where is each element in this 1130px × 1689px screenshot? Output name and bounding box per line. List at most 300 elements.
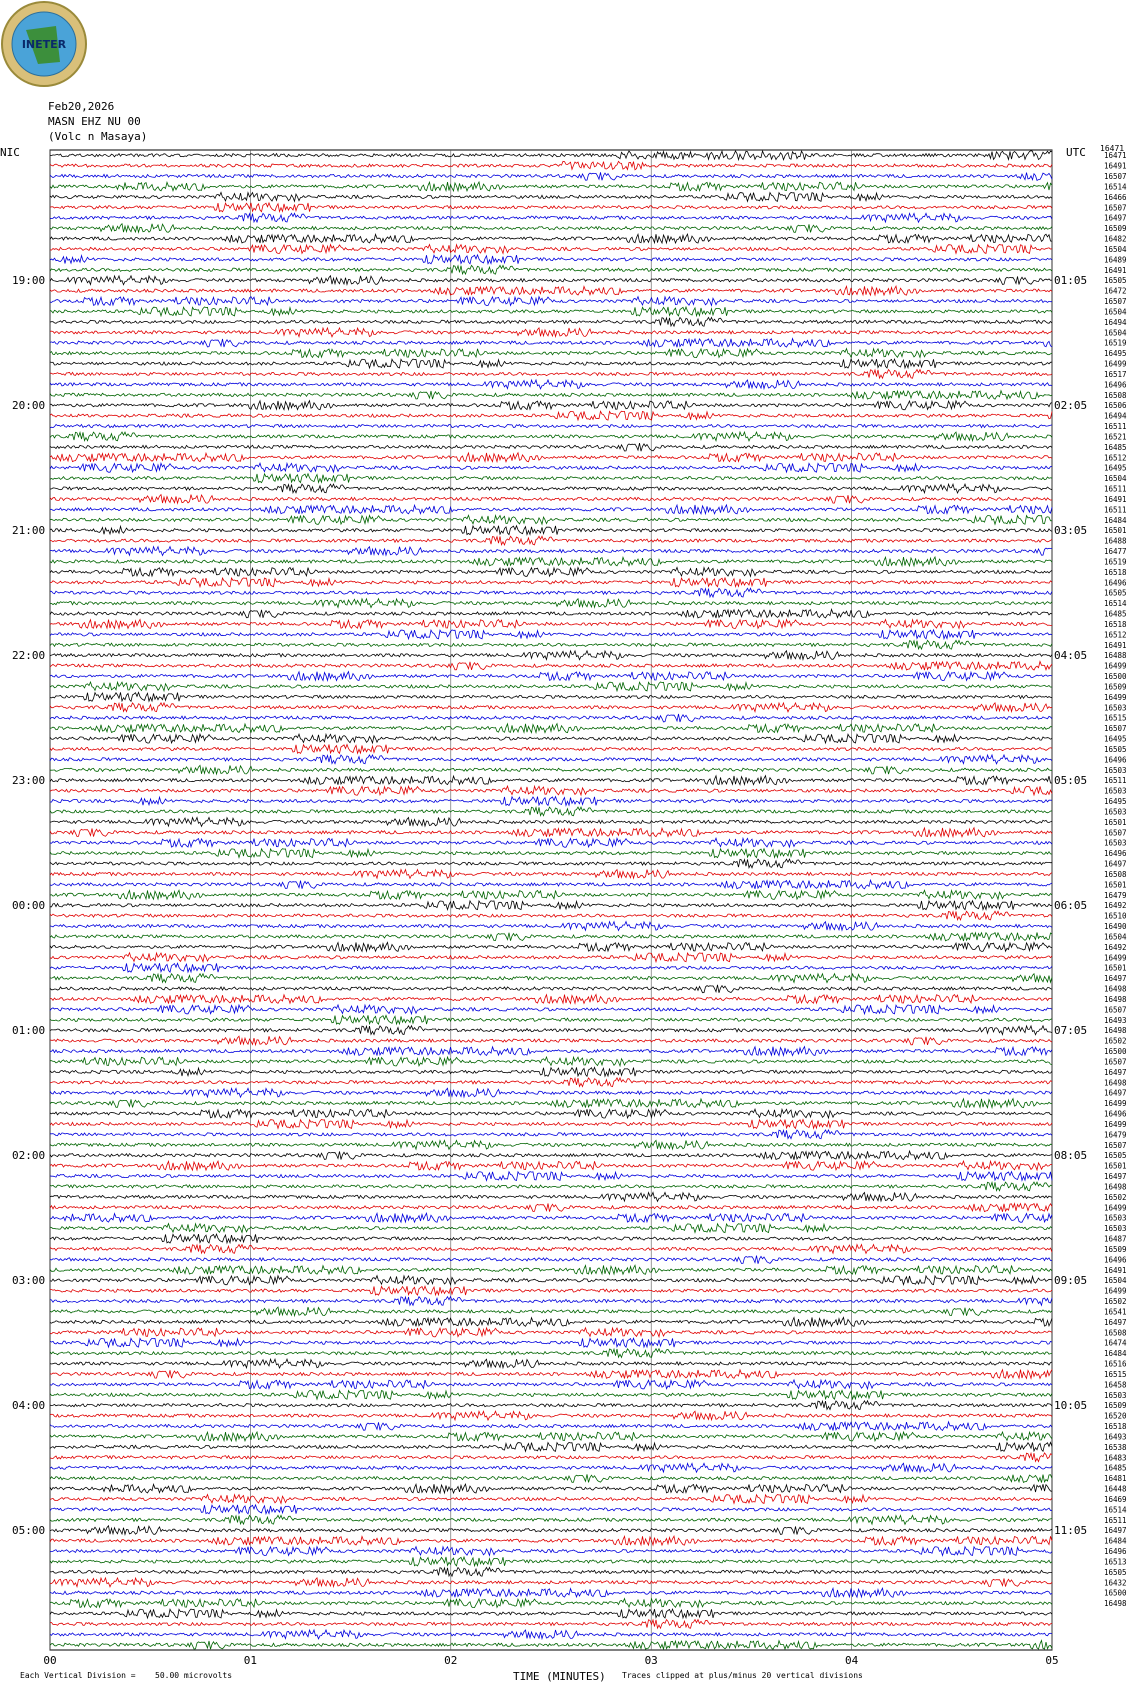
seismic-trace xyxy=(50,1120,1052,1129)
seismic-trace xyxy=(50,682,1052,691)
trace-count-label: 16499 xyxy=(1104,1119,1127,1129)
trace-count-label: 16477 xyxy=(1104,547,1127,557)
trace-count-label: 16511 xyxy=(1104,422,1127,432)
left-hour-label: 03:00 xyxy=(12,1274,46,1288)
clip-note: Traces clipped at plus/minus 20 vertical divisions xyxy=(622,1671,863,1680)
seismic-trace xyxy=(50,1297,1052,1306)
seismic-trace xyxy=(50,838,1052,847)
trace-count-label: 16498 xyxy=(1104,984,1127,994)
trace-count-label: 16512 xyxy=(1104,453,1127,463)
logo-text: INETER xyxy=(21,38,67,51)
seismic-trace xyxy=(50,370,1052,379)
trace-count-label: 16498 xyxy=(1104,1026,1127,1036)
right-hour-label: 08:05 xyxy=(1054,1149,1088,1163)
division-label: Each Vertical Division = xyxy=(20,1671,136,1680)
left-hour-label: 22:00 xyxy=(12,649,46,663)
trace-count-label: 16491 xyxy=(1104,1265,1127,1275)
seismic-trace xyxy=(50,692,1052,701)
seismic-trace xyxy=(50,662,1052,671)
trace-count-label: 16513 xyxy=(1104,1557,1127,1567)
trace-count-label: 16512 xyxy=(1104,630,1127,640)
trace-count-label: 16497 xyxy=(1104,1526,1127,1536)
trace-count-label: 16505 xyxy=(1104,744,1127,754)
trace-count-label: 16501 xyxy=(1104,526,1127,536)
trace-count-label: 16504 xyxy=(1104,474,1127,484)
trace-count-label: 16499 xyxy=(1104,692,1127,702)
seismic-trace xyxy=(50,1442,1052,1451)
seismic-trace xyxy=(50,401,1052,410)
trace-count-label: 16509 xyxy=(1104,1244,1127,1254)
seismic-trace xyxy=(50,974,1052,983)
trace-count-label: 16511 xyxy=(1104,1515,1127,1525)
seismic-trace xyxy=(50,786,1052,795)
seismic-trace xyxy=(50,953,1052,962)
trace-count-label: 16504 xyxy=(1104,244,1127,254)
trace-count-label: 16494 xyxy=(1104,411,1127,421)
trace-count-label: 16507 xyxy=(1104,203,1127,213)
seismic-trace xyxy=(50,1036,1052,1045)
trace-count-label: 16499 xyxy=(1104,1286,1127,1296)
left-hour-label: 01:00 xyxy=(12,1024,46,1038)
seismic-trace xyxy=(50,425,1052,428)
seismic-trace xyxy=(50,1338,1052,1347)
trace-count-label: 16481 xyxy=(1104,1474,1127,1484)
seismic-trace xyxy=(50,1130,1052,1139)
seismic-trace xyxy=(50,1067,1052,1076)
trace-count-label: 16496 xyxy=(1104,849,1127,859)
trace-count-label: 16469 xyxy=(1104,1494,1127,1504)
x-tick-label: 05 xyxy=(1045,1654,1059,1667)
seismic-trace xyxy=(50,463,1052,472)
seismic-trace xyxy=(50,1005,1052,1014)
trace-count-label: 16507 xyxy=(1104,172,1127,182)
seismic-trace xyxy=(50,1630,1052,1639)
seismic-trace xyxy=(50,1317,1052,1326)
seismic-trace xyxy=(50,1641,1052,1650)
seismic-trace xyxy=(50,1256,1052,1264)
trace-count-label: 16515 xyxy=(1104,1369,1127,1379)
trace-count-label: 16511 xyxy=(1104,505,1127,515)
trace-count-label: 16484 xyxy=(1104,1349,1127,1359)
trace-count-label: 16509 xyxy=(1104,682,1127,692)
seismic-trace xyxy=(50,1390,1052,1399)
seismic-trace xyxy=(50,640,1052,649)
trace-count-label: 16507 xyxy=(1104,828,1127,838)
seismic-trace xyxy=(50,765,1052,774)
trace-count-label: 16517 xyxy=(1104,369,1127,379)
trace-count-label: 16499 xyxy=(1104,953,1127,963)
left-hour-label: 19:00 xyxy=(12,274,46,288)
trace-count-label: 16518 xyxy=(1104,1422,1127,1432)
trace-count-label: 16458 xyxy=(1104,1380,1127,1390)
seismic-trace xyxy=(50,339,1052,348)
trace-count-label: 16503 xyxy=(1104,703,1127,713)
trace-count-label: 16503 xyxy=(1104,765,1127,775)
trace-count-label: 16518 xyxy=(1104,619,1127,629)
seismic-trace xyxy=(50,1193,1052,1202)
seismic-trace xyxy=(50,776,1052,785)
trace-count-label: 16496 xyxy=(1104,1255,1127,1265)
x-tick-label: 02 xyxy=(444,1654,458,1667)
right-hour-label: 09:05 xyxy=(1054,1274,1088,1288)
trace-count-label: 16497 xyxy=(1104,859,1127,869)
trace-count-label: 16488 xyxy=(1104,536,1127,546)
right-hour-label: 05:05 xyxy=(1054,774,1088,788)
left-hour-label: 21:00 xyxy=(12,524,46,538)
trace-count-label: 16515 xyxy=(1104,713,1127,723)
seismic-trace xyxy=(50,818,1052,827)
trace-count-label: 16491 xyxy=(1104,265,1127,275)
right-hour-label: 06:05 xyxy=(1054,899,1088,913)
trace-count-label: 16501 xyxy=(1104,963,1127,973)
trace-count-label: 16507 xyxy=(1104,297,1127,307)
seismic-trace xyxy=(50,349,1052,358)
trace-count-label: 16519 xyxy=(1104,557,1127,567)
seismic-trace xyxy=(50,245,1052,254)
trace-count-label: 16499 xyxy=(1104,359,1127,369)
trace-count-label: 16484 xyxy=(1104,515,1127,525)
seismic-trace xyxy=(50,474,1052,483)
seismic-trace xyxy=(50,547,1052,556)
seismic-trace xyxy=(50,1411,1052,1420)
seismic-trace xyxy=(50,1213,1052,1222)
trace-count-label: 16493 xyxy=(1104,1432,1127,1442)
seismic-trace xyxy=(50,1609,1052,1618)
trace-count-label: 16496 xyxy=(1104,380,1127,390)
header-date: Feb20,2026 xyxy=(48,100,115,113)
seismic-trace xyxy=(50,255,1052,264)
right-hour-label: 10:05 xyxy=(1054,1399,1088,1413)
seismic-trace xyxy=(50,755,1052,764)
seismic-trace xyxy=(50,1599,1052,1608)
seismic-trace xyxy=(50,1307,1052,1316)
trace-count-label: 16503 xyxy=(1104,1390,1127,1400)
seismic-trace xyxy=(50,265,1052,274)
seismic-trace xyxy=(50,599,1052,608)
seismic-trace xyxy=(50,588,1052,597)
trace-count-label: 16495 xyxy=(1104,463,1127,473)
seismic-trace xyxy=(50,1536,1052,1545)
seismic-trace xyxy=(50,714,1052,722)
seismic-trace xyxy=(50,620,1052,629)
seismic-trace xyxy=(50,1370,1052,1379)
trace-count-label: 16492 xyxy=(1104,942,1127,952)
trace-count-label: 16494 xyxy=(1104,317,1127,327)
trace-count-label: 16482 xyxy=(1104,234,1127,244)
trace-count-label: 16491 xyxy=(1104,494,1127,504)
seismic-trace xyxy=(50,933,1052,942)
seismic-trace xyxy=(50,1359,1052,1368)
seismic-trace xyxy=(50,307,1052,316)
seismic-trace xyxy=(50,526,1052,535)
seismic-trace xyxy=(50,578,1052,587)
seismic-trace xyxy=(50,890,1052,899)
trace-count-label: 16503 xyxy=(1104,1224,1127,1234)
trace-count-label: 16489 xyxy=(1104,255,1127,265)
seismic-trace xyxy=(50,942,1052,951)
seismic-trace xyxy=(50,276,1052,285)
seismic-trace xyxy=(50,505,1052,514)
trace-count-label: 16484 xyxy=(1104,1536,1127,1546)
right-hour-label: 02:05 xyxy=(1054,399,1088,413)
left-hour-label: 02:00 xyxy=(12,1149,46,1163)
seismic-trace xyxy=(50,651,1052,660)
trace-count-label: 16511 xyxy=(1104,484,1127,494)
trace-count-label: 16496 xyxy=(1104,755,1127,765)
seismic-trace xyxy=(50,922,1052,931)
seismic-trace xyxy=(50,734,1052,743)
trace-count-label: 16501 xyxy=(1104,817,1127,827)
right-axis-label: UTC xyxy=(1066,146,1086,159)
seismic-trace xyxy=(50,1265,1052,1274)
trace-count-label: 16504 xyxy=(1104,328,1127,338)
seismic-trace xyxy=(50,1328,1052,1337)
trace-count-label: 16502 xyxy=(1104,1036,1127,1046)
seismic-trace xyxy=(50,1057,1052,1066)
seismic-trace xyxy=(50,828,1052,837)
trace-count-label: 16488 xyxy=(1104,651,1127,661)
trace-count-label: 16514 xyxy=(1104,182,1127,192)
trace-count-label: 16466 xyxy=(1104,192,1127,202)
trace-count-label: 16432 xyxy=(1104,1578,1127,1588)
seismic-trace xyxy=(50,536,1052,545)
trace-count-label: 16520 xyxy=(1104,1411,1127,1421)
trace-count-label: 16521 xyxy=(1104,432,1127,442)
trace-count-label: 16499 xyxy=(1104,661,1127,671)
left-axis-label: NIC xyxy=(0,146,20,159)
right-hour-label: 01:05 xyxy=(1054,274,1088,288)
trace-count-label: 16501 xyxy=(1104,1161,1127,1171)
seismic-trace xyxy=(50,213,1052,222)
trace-count-label: 16510 xyxy=(1104,911,1127,921)
trace-count-label: 16497 xyxy=(1104,1172,1127,1182)
trace-count-label: 16541 xyxy=(1104,1307,1127,1317)
trace-count-label: 16496 xyxy=(1104,1109,1127,1119)
seismic-trace xyxy=(50,1140,1052,1149)
seismic-trace xyxy=(50,411,1052,420)
seismic-trace xyxy=(50,318,1052,327)
trace-count-label: 16516 xyxy=(1104,1359,1127,1369)
trace-count-label: 16502 xyxy=(1104,1192,1127,1202)
trace-count-label: 16507 xyxy=(1104,1005,1127,1015)
seismic-trace xyxy=(50,985,1052,993)
x-tick-label: 03 xyxy=(644,1654,658,1667)
trace-count-label: 16479 xyxy=(1104,890,1127,900)
left-hour-label: 23:00 xyxy=(12,774,46,788)
seismic-trace xyxy=(50,1026,1052,1035)
seismic-trace xyxy=(50,1151,1052,1160)
division-value: 50.00 microvolts xyxy=(155,1671,233,1680)
seismic-trace xyxy=(50,1182,1052,1191)
seismic-trace xyxy=(50,703,1052,712)
seismic-trace xyxy=(50,911,1052,920)
trace-count-label: 16508 xyxy=(1104,1328,1127,1338)
seismic-trace xyxy=(50,234,1052,243)
seismic-trace xyxy=(50,1245,1052,1254)
right-hour-label: 11:05 xyxy=(1054,1524,1088,1538)
seismic-trace xyxy=(50,224,1052,233)
trace-count-label: 16472 xyxy=(1104,286,1127,296)
trace-count-label: 16504 xyxy=(1104,1276,1127,1286)
seismic-trace xyxy=(50,672,1052,681)
seismic-trace xyxy=(50,1088,1052,1097)
trace-count-label: 16485 xyxy=(1104,442,1127,452)
seismic-trace xyxy=(50,1172,1052,1181)
seismic-trace xyxy=(50,1463,1052,1472)
seismic-trace xyxy=(50,359,1052,368)
seismic-trace xyxy=(50,1015,1052,1024)
seismic-trace xyxy=(50,849,1052,858)
trace-count-label: 16485 xyxy=(1104,609,1127,619)
trace-count-label: 16483 xyxy=(1104,1453,1127,1463)
trace-count-label: 16502 xyxy=(1104,1297,1127,1307)
seismic-trace xyxy=(50,630,1052,639)
header-location: (Volc n Masaya) xyxy=(48,130,148,143)
trace-count-label: 16497 xyxy=(1104,974,1127,984)
trace-count-label: 16505 xyxy=(1104,1151,1127,1161)
trace-count-label: 16474 xyxy=(1104,1338,1127,1348)
seismic-trace xyxy=(50,161,1052,170)
trace-count-label: 16509 xyxy=(1104,1401,1127,1411)
trace-count-label: 16448 xyxy=(1104,1484,1127,1494)
seismic-trace xyxy=(50,1557,1052,1566)
seismic-trace xyxy=(50,1432,1052,1441)
seismic-trace xyxy=(50,1224,1052,1233)
trace-count-label: 16491 xyxy=(1104,640,1127,650)
trace-count-label: 16497 xyxy=(1104,1067,1127,1077)
seismic-trace xyxy=(50,495,1052,504)
seismic-trace xyxy=(50,1453,1052,1462)
seismic-trace xyxy=(50,1495,1052,1504)
seismic-trace xyxy=(50,328,1052,337)
seismic-trace xyxy=(50,380,1052,389)
seismic-trace xyxy=(50,1568,1052,1577)
x-tick-label: 04 xyxy=(844,1654,859,1667)
seismic-trace xyxy=(50,443,1052,451)
trace-count-label: 16507 xyxy=(1104,724,1127,734)
left-hour-label: 04:00 xyxy=(12,1399,46,1413)
trace-count-label: 16500 xyxy=(1104,672,1127,682)
trace-count-label: 16514 xyxy=(1104,599,1127,609)
trace-count-label: 16490 xyxy=(1104,922,1127,932)
seismic-trace xyxy=(50,192,1052,201)
trace-count-label: 16501 xyxy=(1104,880,1127,890)
seismic-trace xyxy=(50,1161,1052,1170)
seismic-trace xyxy=(50,797,1052,806)
trace-count-label: 16518 xyxy=(1104,567,1127,577)
trace-count-label: 16495 xyxy=(1104,734,1127,744)
seismic-trace xyxy=(50,557,1052,566)
seismic-trace xyxy=(50,870,1052,879)
trace-count-label: 16497 xyxy=(1104,213,1127,223)
trace-count-label: 16491 xyxy=(1104,161,1127,171)
trace-count-label: 16492 xyxy=(1104,901,1127,911)
trace-count-label: 16498 xyxy=(1104,1599,1127,1609)
trace-count-label: 16503 xyxy=(1104,838,1127,848)
left-hour-label: 00:00 xyxy=(12,899,46,913)
trace-count-label: 16514 xyxy=(1104,1505,1127,1515)
right-hour-label: 07:05 xyxy=(1054,1024,1088,1038)
trace-count-label: 16498 xyxy=(1104,1078,1127,1088)
trace-count-label: 16519 xyxy=(1104,338,1127,348)
trace-count-label: 16500 xyxy=(1104,1047,1127,1057)
seismic-trace xyxy=(50,963,1052,972)
trace-count-label: 16499 xyxy=(1104,1203,1127,1213)
seismic-trace xyxy=(50,391,1052,400)
trace-count-label: 16511 xyxy=(1104,776,1127,786)
trace-count-label: 16471 xyxy=(1104,151,1127,161)
trace-count-label: 16508 xyxy=(1104,869,1127,879)
trace-count-label: 16538 xyxy=(1104,1442,1127,1452)
trace-count-label: 16507 xyxy=(1104,1140,1127,1150)
trace-count-label: 16498 xyxy=(1104,994,1127,1004)
seismic-trace xyxy=(50,286,1052,295)
seismic-trace xyxy=(50,1484,1052,1493)
seismic-trace xyxy=(50,203,1052,212)
trace-count-label: 16508 xyxy=(1104,390,1127,400)
seismic-trace xyxy=(50,745,1052,754)
trace-count-label: 16487 xyxy=(1104,1234,1127,1244)
trace-count-label: 16497 xyxy=(1104,1317,1127,1327)
trace-count-label: 16495 xyxy=(1104,349,1127,359)
trace-count-label: 16500 xyxy=(1104,1588,1127,1598)
trace-count-label: 16503 xyxy=(1104,786,1127,796)
trace-count-label: 16497 xyxy=(1104,1088,1127,1098)
x-axis-title: TIME (MINUTES) xyxy=(513,1670,606,1683)
trace-count-label: 16493 xyxy=(1104,1015,1127,1025)
seismic-trace xyxy=(50,1234,1052,1243)
seismic-trace xyxy=(50,1204,1052,1212)
seismic-trace xyxy=(50,1349,1052,1358)
right-hour-label: 03:05 xyxy=(1054,524,1088,538)
seismic-trace xyxy=(50,1578,1052,1587)
x-tick-label: 00 xyxy=(43,1654,57,1667)
trace-count-label: 16507 xyxy=(1104,1057,1127,1067)
seismic-trace xyxy=(50,880,1052,889)
trace-count-label: 16495 xyxy=(1104,797,1127,807)
top-counter: 16471 xyxy=(1100,144,1125,153)
right-hour-label: 04:05 xyxy=(1054,649,1088,663)
left-hour-label: 05:00 xyxy=(12,1524,46,1538)
trace-count-label: 16479 xyxy=(1104,1130,1127,1140)
seismic-trace xyxy=(50,172,1052,180)
seismic-trace xyxy=(50,901,1052,910)
seismic-trace xyxy=(50,432,1052,441)
seismic-trace xyxy=(50,859,1052,868)
trace-count-label: 16498 xyxy=(1104,1182,1127,1192)
left-hour-label: 20:00 xyxy=(12,399,46,413)
trace-count-label: 16503 xyxy=(1104,1213,1127,1223)
trace-count-label: 16509 xyxy=(1104,224,1127,234)
x-tick-label: 01 xyxy=(243,1654,258,1667)
seismic-trace xyxy=(50,1078,1052,1087)
seismic-trace xyxy=(50,151,1052,160)
seismic-trace xyxy=(50,609,1052,618)
seismic-trace xyxy=(50,1047,1052,1056)
trace-count-label: 16506 xyxy=(1104,401,1127,411)
seismic-trace xyxy=(50,1276,1052,1285)
seismic-trace xyxy=(50,1286,1052,1295)
seismic-trace xyxy=(50,453,1052,462)
trace-count-label: 16505 xyxy=(1104,1567,1127,1577)
seismic-trace xyxy=(50,995,1052,1004)
seismic-trace xyxy=(50,1099,1052,1108)
trace-count-label: 16496 xyxy=(1104,1547,1127,1557)
seismic-trace xyxy=(50,1401,1052,1410)
seismic-trace xyxy=(50,1547,1052,1556)
seismic-trace xyxy=(50,515,1052,524)
seismic-trace xyxy=(50,297,1052,306)
